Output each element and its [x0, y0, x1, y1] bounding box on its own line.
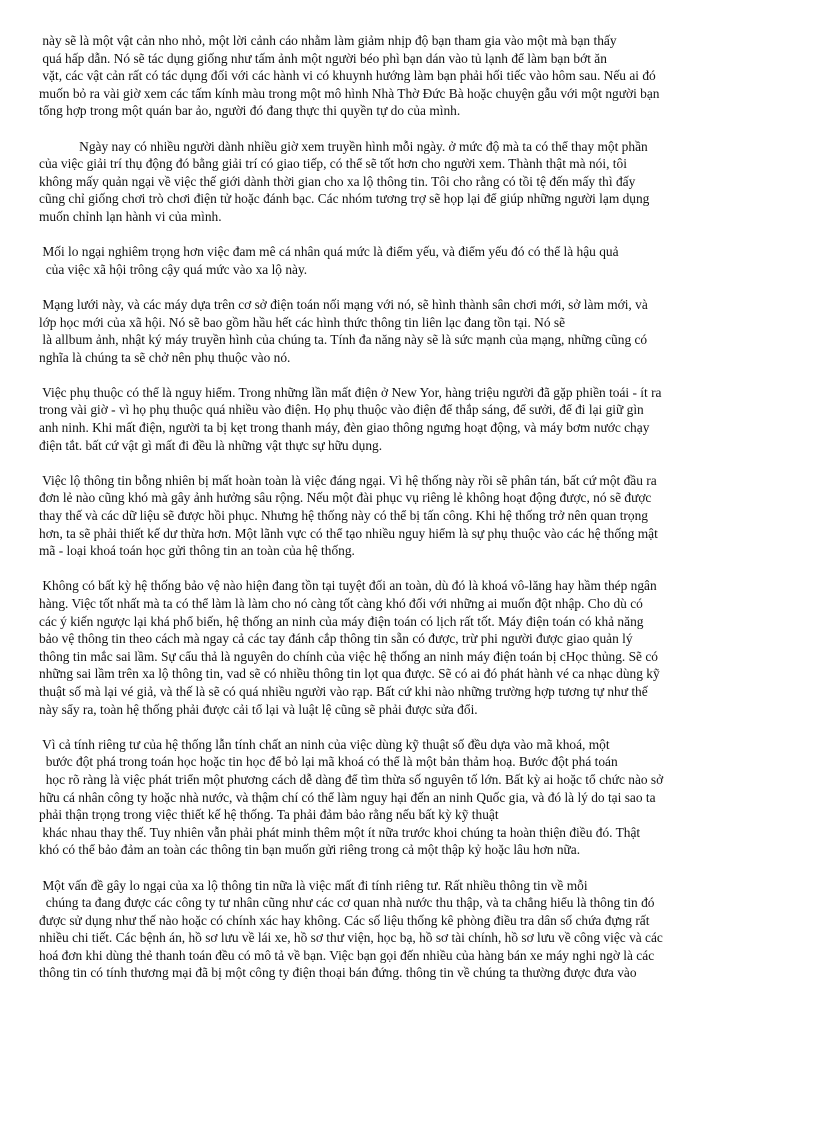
text-line: chúng ta đang được các công ty tư nhân cũng như các cơ quan nhà nước thu thập, và ta chẳng hiểu là thông tin đó — [39, 895, 655, 911]
text-line: của việc xã hội trông cậy quá mức vào xa lộ này. — [39, 261, 308, 277]
text-line: quá hấp dẫn. Nó sẽ tác dụng giống như tấm ảnh một người béo phì bạn dán vào tủ lạnh để làm bạn bớt ăn — [39, 50, 607, 66]
text-line: điện tắt. bất cứ vật gì mất đi đều là những vật thực sự hữu dụng. — [39, 437, 383, 453]
text-line: Việc phụ thuộc có thể là nguy hiểm. Trong những lần mất điện ở New Yor, hàng triệu người đã gặp phiền toái - ít ra — [39, 384, 662, 400]
text-line: hơn, ta sẽ phải thiết kế dư thừa hơn. Một lãnh vực có thể tạo nhiều nguy hiểm là sự phụ thuộc vào các hệ thống mật — [39, 525, 658, 541]
text-line: tổng hợp trong một quán bar ảo, người đó đang thực thi quyền tự do của mình. — [39, 103, 461, 119]
text-line: cũng chỉ giống chơi trò chơi điện tử hoặc đánh bạc. Các nhóm tương trợ sẽ họp lại để giúp những người lạm dụng — [39, 191, 650, 207]
text-line: Một vấn đề gây lo ngại của xa lộ thông tin nữa là việc mất đi tính riêng tư. Rất nhiều thông tin về mỗi — [39, 877, 588, 893]
text-line: đơn lẻ nào cũng khó mà gây ảnh hưởng sâu rộng. Nếu một đài phục vụ riêng lẻ không hoạt động được, nó sẽ được — [39, 490, 652, 506]
text-line: thông tin mắc sai lầm. Sự cẩu thả là nguyên do chính của việc hệ thống an ninh máy điện toán bị cHọc thủng. Sẽ có — [39, 648, 658, 664]
paragraph — [39, 243, 787, 278]
text-line: trong vài giờ - vì họ phụ thuộc quá nhiều vào điện. Họ phụ thuộc vào điện để thắp sáng, để sưởi, để đi lại giữ gìn — [39, 402, 644, 418]
text-line: anh ninh. Khi mất điện, người ta bị kẹt trong thanh máy, đèn giao thông ngưng hoạt động, và máy bơm nước chạy — [39, 420, 650, 436]
text-line: vặt, các vật cản rất có tác dụng đối với các hành vi có khuynh hướng làm bạn phải hối tiếc vào hôm sau. Nếu ai đó — [39, 68, 656, 84]
paragraph — [39, 384, 787, 454]
text-line: muốn bỏ ra vài giờ xem các tấm kính màu trong một mô hình Nhà Thờ Đức Bà hoặc chuyện gẫu với một người bạn — [39, 85, 660, 101]
text-line: các ý kiến ngược lại khá phổ biến, hệ thống an ninh của máy điện toán có lịch rất tốt. Máy điện toán có khả năng — [39, 613, 644, 629]
text-line: Ngày nay có nhiều người dành nhiều giờ xem truyền hình mỗi ngày. ở mức độ mà ta có thể thay một phần — [39, 138, 648, 154]
text-line: này sẩy ra, toàn hệ thống phải được cải tổ lại và luật lệ cũng sẽ phải được sửa đổi. — [39, 701, 478, 717]
text-line: lớp học mới của xã hội. Nó sẽ bao gồm hầu hết các hình thức thông tin liên lạc đang tồn tại. Nó sẽ — [39, 314, 566, 330]
text-line: không mấy quản ngại về việc thế giới dành thời gian cho xa lộ thông tin. Tôi cho rằng có tồi tệ đến mấy thì đấy — [39, 173, 636, 189]
text-line: nghĩa là chúng ta sẽ chở nên phụ thuộc vào nó. — [39, 349, 291, 365]
text-line: Việc lộ thông tin bỗng nhiên bị mất hoàn toàn là việc đáng ngại. Vì hệ thống này rồi sẽ phân tán, bất cứ một đầu ra — [39, 472, 657, 488]
text-line: mã - loại khoá toán học gửi thông tin an toàn của hệ thống. — [39, 543, 355, 559]
text-line: bảo vệ thông tin theo cách mà ngay cả các tay đánh cắp thông tin sẵn có được, trừ phi người được giao quản lý — [39, 631, 633, 647]
text-line: hàng. Việc tốt nhất mà ta có thể làm là làm cho nó càng tốt càng khó đối với những ai muốn đột nhập. Cho dù có — [39, 596, 643, 611]
text-line: học rõ ràng là việc phát triển một phương cách dễ dàng để tìm thừa số nguyên tố lớn. Bất kỳ ai hoặc tổ chức nào sở — [39, 771, 664, 787]
text-line: là allbum ảnh, nhật ký máy truyền hình của chúng ta. Tính đa năng này sẽ là sức mạnh của mạng, những cũng có — [39, 332, 648, 348]
text-line: Vì cả tính riêng tư của hệ thống lẫn tính chất an ninh của việc dùng kỹ thuật số đều dựa vào mã khoá, một — [39, 736, 610, 752]
text-line: hữu cá nhân công ty hoặc nhà nước, và thậm chí có thể làm nguy hại đến an ninh Quốc gia, và đó là lý do tại sao ta — [39, 789, 656, 805]
paragraph — [39, 736, 787, 859]
text-line: nhiều chi tiết. Các bệnh án, hồ sơ lưu về lái xe, hồ sơ thư viện, học bạ, hồ sơ tài chính, hồ sơ lưu về công việc và các — [39, 930, 663, 946]
text-line: khác nhau thay thế. Tuy nhiên vẫn phải phát minh thêm một ít nữa trước khoi chúng ta hoàn thiện điều đó. Thật — [39, 824, 641, 840]
text-line: này sẽ là một vật cản nho nhỏ, một lời cảnh cáo nhằm làm giảm nhịp độ bạn tham gia vào một mà bạn thấy — [39, 33, 617, 48]
text-line: những sai lầm trên xa lộ thông tin, vad sẽ có nhiều thông tin lọt qua được. Sẽ có ai đó phát hành vé ca nhạc dùng kỹ — [39, 666, 660, 682]
text-line: khó có thể bảo đảm an toàn các thông tin bạn muốn gửi riêng trong cả một thập kỷ hoặc lâu hơn nữa. — [39, 842, 581, 858]
paragraph — [39, 877, 787, 983]
document-body — [39, 32, 787, 1000]
text-line: thông tin có tính thương mại đã bị một công ty điện thoại bán đứng. thông tin về chúng ta thường được đưa vào — [39, 965, 637, 981]
text-line: của việc giải trí thụ động đó bằng giải trí có giao tiếp, có thể sẽ tốt hơn cho người xem. Thành thật mà nói, tôi — [39, 156, 627, 172]
text-line: thay thế và các dữ liệu sẽ được hồi phục. Nhưng hệ thống này có thể bị tấn công. Khi hệ thống trở nên quan trọng — [39, 508, 648, 524]
text-line: Mối lo ngại nghiêm trọng hơn việc đam mê cá nhân quá mức là điểm yếu, và điểm yếu đó có thể là hậu quả — [39, 244, 619, 260]
text-line: thuật số mà lại vé giả, và thế là sẽ có quá nhiều người vào rạp. Bất cứ khi nào những trường hợp tương tự như thế — [39, 683, 648, 699]
text-line: được sử dụng như thế nào hoặc có chính xác hay không. Các số liệu thống kê phòng điều tra dân số chứa đựng rất — [39, 912, 650, 928]
text-line: phải thận trọng trong việc thiết kế hệ thống. Ta phải đảm bảo rằng nếu bất kỳ kỹ thuật — [39, 807, 499, 823]
text-line: muốn chỉnh lạn hành vi của mình. — [39, 208, 222, 224]
text-line: bước đột phá trong toán học hoặc tin học để bỏ lại mã khoá có thể là một bản thảm hoạ. Bước đột phá toán — [39, 754, 618, 770]
paragraph — [39, 138, 787, 226]
text-line: Không có bất kỳ hệ thống bảo vệ nào hiện đang tồn tại tuyệt đối an toàn, dù đó là khoá vô-lăng hay hầm thép ngân — [39, 578, 657, 594]
paragraph — [39, 472, 787, 560]
text-line: hoá đơn khi dùng thẻ thanh toán đều có mô tả về bạn. Việc bạn gọi đến nhiều của hàng bán xe máy nghi ngờ là các — [39, 947, 655, 963]
paragraph — [39, 32, 787, 120]
paragraph — [39, 577, 787, 718]
text-line: Mạng lưới này, và các máy dựa trên cơ sở điện toán nối mạng với nó, sẽ hình thành sân chơi mới, sở làm mới, và — [39, 296, 648, 312]
paragraph — [39, 296, 787, 366]
